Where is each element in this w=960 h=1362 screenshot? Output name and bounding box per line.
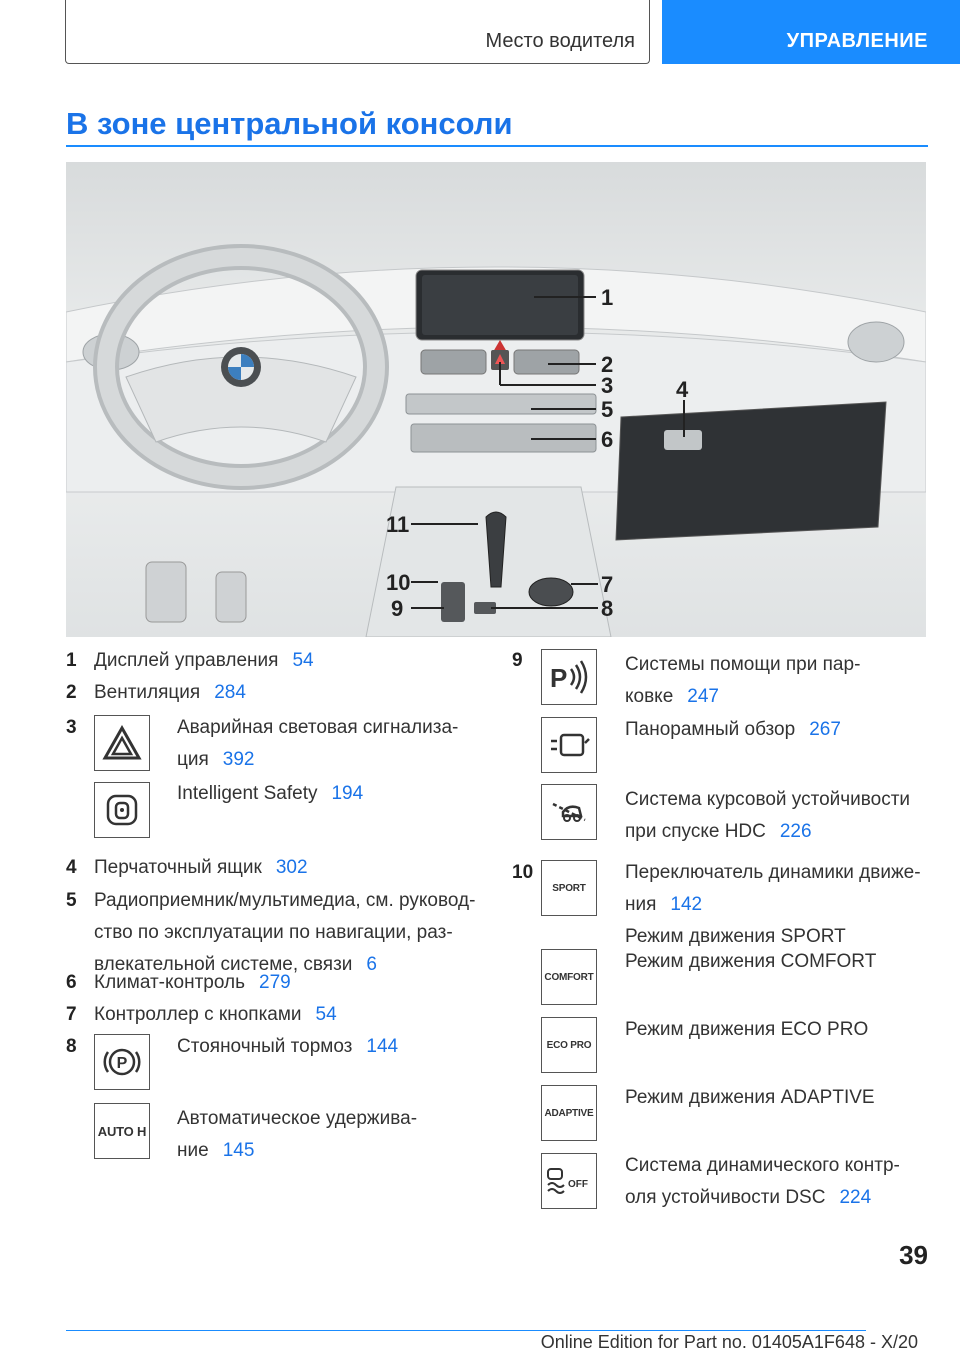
footer-divider (66, 1330, 866, 1331)
hazard-warning-icon (94, 715, 150, 771)
item-10b: Режим движения COMFORT (625, 951, 877, 972)
callout-4: 4 (676, 377, 689, 402)
item-3b: Intelligent Safety 194 (177, 783, 364, 804)
item-10c: Режим движения ECO PRO (625, 1019, 869, 1040)
page-ref-link[interactable]: 144 (366, 1036, 399, 1057)
comfort-mode-icon: COMFORT (541, 949, 597, 1005)
item-10: Переключатель динамики движе- ния 142 Режим движения SPORT (625, 862, 921, 947)
header-section-tab (65, 0, 650, 64)
item-2-number: 2 (66, 682, 77, 703)
callout-11: 11 (386, 512, 410, 537)
adaptive-mode-icon: ADAPTIVE (541, 1085, 597, 1141)
page-ref-link[interactable]: 6 (366, 954, 377, 975)
item-6: Климат-контроль 279 (94, 972, 291, 993)
page-title: В зоне центральной консоли (66, 106, 513, 141)
page-ref-link[interactable]: 145 (222, 1140, 255, 1161)
page-ref-link[interactable]: 267 (809, 719, 841, 740)
item-4: Перчаточный ящик 302 (94, 857, 308, 878)
callout-9: 9 (391, 596, 404, 621)
callout-5: 5 (601, 397, 614, 422)
callout-7: 7 (601, 572, 614, 597)
item-3: Аварийная световая сигнализа- ция 392 (177, 717, 459, 770)
page-ref-link[interactable]: 284 (214, 682, 246, 703)
page-ref-link[interactable]: 279 (259, 972, 291, 993)
item-8: Стояночный тормоз 144 (177, 1036, 399, 1057)
page-ref-link[interactable]: 302 (275, 857, 308, 878)
item-10d: Режим движения ADAPTIVE (625, 1087, 875, 1108)
item-9b: Панорамный обзор 267 (625, 719, 841, 740)
item-3-number: 3 (66, 717, 77, 738)
auto-hold-icon: AUTO H (94, 1103, 150, 1159)
item-10e: Система динамического контр- оля устойчивости DSC 224 (625, 1155, 900, 1208)
item-7: Контроллер с кнопками 54 (94, 1004, 337, 1025)
cockpit-drawing (66, 162, 926, 637)
park-assist-icon (541, 649, 597, 705)
svg-text:OFF: OFF (568, 1179, 588, 1190)
item-9c: Система курсовой устойчивости при спуске HDC 226 (625, 789, 911, 842)
item-5: Радиоприемник/мультимедиа, см. руковод- ство по эксплуатации по навигации, раз- влекательной системе, связи 6 (94, 890, 476, 975)
intelligent-safety-icon (94, 782, 150, 838)
page-ref-link[interactable]: 224 (839, 1187, 872, 1208)
item-7-number: 7 (66, 1004, 77, 1025)
svg-text:P: P (116, 1055, 128, 1072)
dsc-off-icon (541, 1153, 597, 1209)
item-4-number: 4 (66, 857, 77, 878)
header-section-label: Место водителя (485, 30, 635, 52)
item-2: Вентиляция 284 (94, 682, 246, 703)
page-number: 39 (899, 1240, 928, 1270)
panorama-view-icon (541, 717, 597, 773)
callout-10: 10 (386, 570, 411, 595)
item-1: Дисплей управления 54 (94, 650, 314, 671)
item-1-number: 1 (66, 650, 77, 671)
callout-6: 6 (601, 427, 614, 452)
parking-brake-icon (94, 1034, 150, 1090)
item-8b: Автоматическое удержива- ние 145 (177, 1108, 418, 1161)
page-ref-link[interactable]: 226 (779, 821, 812, 842)
callout-3: 3 (601, 373, 614, 398)
item-8-number: 8 (66, 1036, 77, 1057)
item-6-number: 6 (66, 972, 77, 993)
item-9-number: 9 (512, 650, 523, 671)
page-ref-link[interactable]: 392 (222, 749, 255, 770)
eco-pro-mode-icon: ECO PRO (541, 1017, 597, 1073)
item-9: Системы помощи при пар- ковке 247 (625, 654, 861, 707)
page-ref-link[interactable]: 142 (670, 894, 703, 915)
item-10-number: 10 (512, 862, 534, 883)
item-5-number: 5 (66, 890, 77, 911)
callout-2: 2 (601, 352, 614, 377)
header-chapter-label: УПРАВЛЕНИЕ (786, 30, 928, 52)
svg-text:P: P (550, 663, 568, 693)
header-chapter-tab (662, 0, 960, 64)
hill-descent-icon (541, 784, 597, 840)
sport-mode-icon: SPORT (541, 860, 597, 916)
callout-8: 8 (601, 596, 614, 621)
callout-1: 1 (601, 285, 614, 310)
title-divider (66, 145, 928, 147)
page-ref-link[interactable]: 247 (687, 686, 719, 707)
footer-edition: Online Edition for Part no. 01405A1F648 - X/20 (540, 1332, 918, 1352)
page-ref-link[interactable]: 194 (331, 783, 364, 804)
page-ref-link[interactable]: 54 (315, 1004, 337, 1025)
page-ref-link[interactable]: 54 (292, 650, 314, 671)
cockpit-illustration (66, 162, 926, 637)
